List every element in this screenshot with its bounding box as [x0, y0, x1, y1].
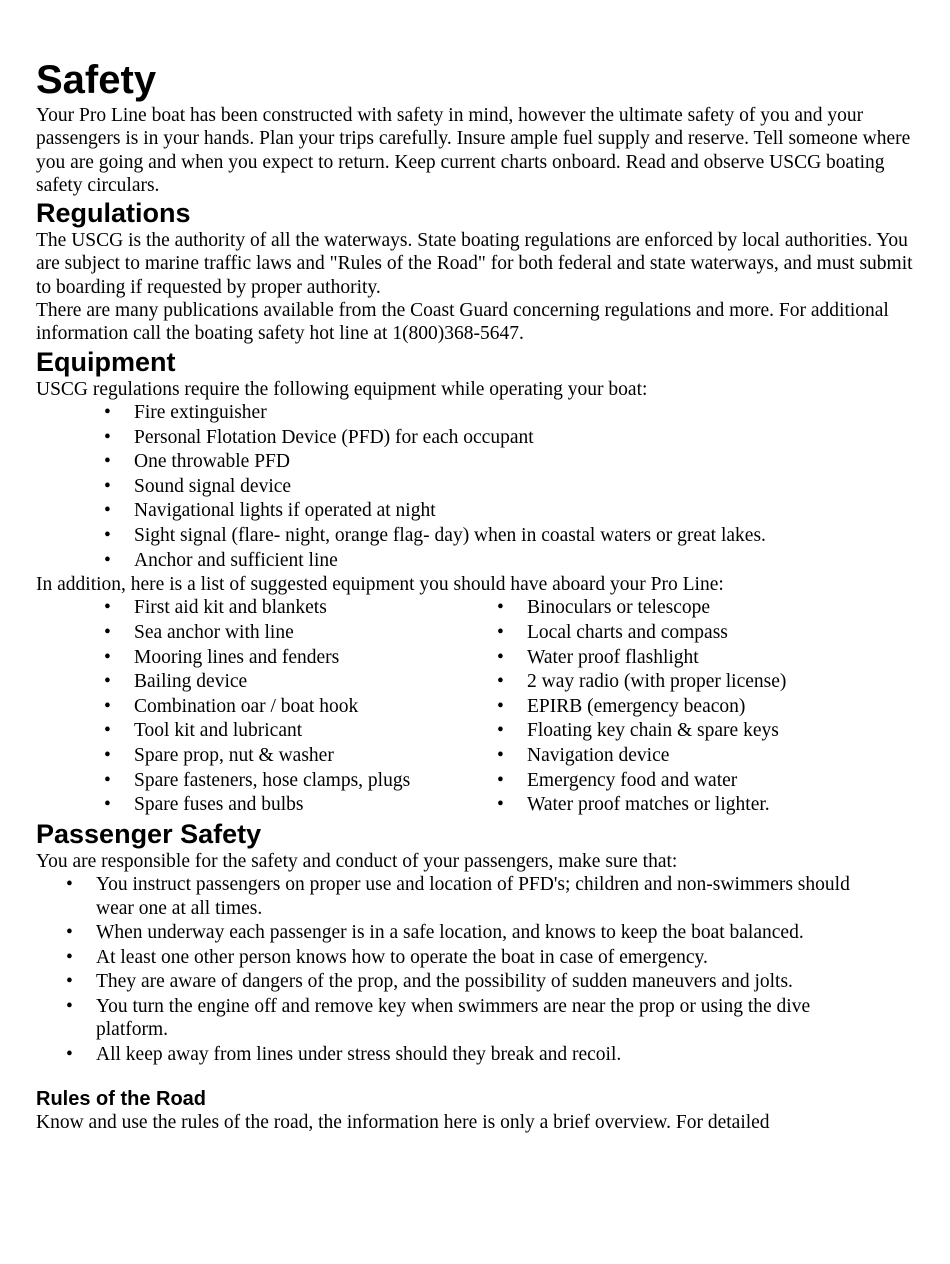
list-item: • Tool kit and lubricant [36, 719, 429, 744]
suggested-equipment-columns [36, 596, 916, 817]
suggested-equipment-list-left [36, 596, 429, 817]
list-item: • Mooring lines and fenders [36, 646, 429, 671]
rules-of-road-paragraph: Know and use the rules of the road, the information here is only a brief overview. For detailed [36, 1112, 770, 1134]
list-item: • Sea anchor with line [36, 621, 429, 646]
list-item: • Sight signal (flare- night, orange flag- day) when in coastal waters or great lakes. [36, 524, 916, 549]
list-item: • At least one other person knows how to operate the boat in case of emergency. [36, 946, 856, 970]
list-item: • When underway each passenger is in a safe location, and knows to keep the boat balanced. [36, 921, 856, 945]
list-item: • Spare prop, nut & washer [36, 744, 429, 769]
list-item: • First aid kit and blankets [36, 596, 429, 621]
list-item: • You instruct passengers on proper use and location of PFD's; children and non-swimmers should wear one at all times. [36, 873, 856, 920]
passenger-safety-intro: You are responsible for the safety and conduct of your passengers, make sure that: [36, 850, 678, 872]
document-page [36, 50, 916, 1134]
list-item: • Sound signal device [36, 475, 916, 500]
regulations-paragraph-1: The USCG is the authority of all the waterways. State boating regulations are enforced by local authorities. You are subject to marine traffic laws and "Rules of the Road" for both federal and state waterways, and must submit to boarding if requested by proper authority. [36, 230, 913, 298]
list-item: • Binoculars or telescope [429, 596, 909, 621]
safety-heading: Safety [36, 58, 157, 102]
regulations-heading: Regulations [36, 198, 191, 229]
equipment-heading: Equipment [36, 346, 176, 377]
list-item: • Navigation device [429, 744, 909, 769]
list-item: • One throwable PFD [36, 450, 916, 475]
list-item: • Navigational lights if operated at night [36, 499, 916, 524]
list-item: • Bailing device [36, 670, 429, 695]
list-item: • Local charts and compass [429, 621, 909, 646]
list-item: • They are aware of dangers of the prop, and the possibility of sudden maneuvers and jolts. [36, 970, 856, 994]
equipment-intro: USCG regulations require the following equipment while operating your boat: [36, 378, 648, 400]
safety-paragraph: Your Pro Line boat has been constructed with safety in mind, however the ultimate safety of you and your passengers is in your hands. Plan your trips carefully. Insure ample fuel supply and reserve. Tell someone where you are going and when you expect to return. Keep current charts onboard. Read and observe USCG boating safety circulars. [36, 105, 911, 196]
required-equipment-list [36, 401, 916, 573]
rules-of-road-heading: Rules of the Road [36, 1088, 207, 1111]
list-item: • EPIRB (emergency beacon) [429, 695, 909, 720]
list-item: • Water proof flashlight [429, 646, 909, 671]
list-item: • 2 way radio (with proper license) [429, 670, 909, 695]
regulations-paragraph-2: There are many publications available from the Coast Guard concerning regulations and more. For additional information call the boating safety hot line at 1(800)368-5647. [36, 300, 889, 345]
list-item: • All keep away from lines under stress should they break and recoil. [36, 1043, 856, 1067]
passenger-safety-heading: Passenger Safety [36, 818, 262, 849]
list-item: • Anchor and sufficient line [36, 549, 916, 574]
list-item: • You turn the engine off and remove key when swimmers are near the prop or using the dive platform. [36, 995, 856, 1042]
list-item: • Spare fuses and bulbs [36, 793, 429, 818]
list-item: • Fire extinguisher [36, 401, 916, 426]
list-item: • Spare fasteners, hose clamps, plugs [36, 769, 429, 794]
list-item: • Floating key chain & spare keys [429, 719, 909, 744]
suggested-equipment-list-right [429, 596, 909, 817]
suggested-equipment-intro: In addition, here is a list of suggested equipment you should have aboard your Pro Line: [36, 574, 724, 596]
list-item: • Personal Flotation Device (PFD) for each occupant [36, 426, 916, 451]
passenger-safety-list [36, 873, 916, 1066]
list-item: • Combination oar / boat hook [36, 695, 429, 720]
list-item: • Emergency food and water [429, 769, 909, 794]
list-item: • Water proof matches or lighter. [429, 793, 909, 818]
